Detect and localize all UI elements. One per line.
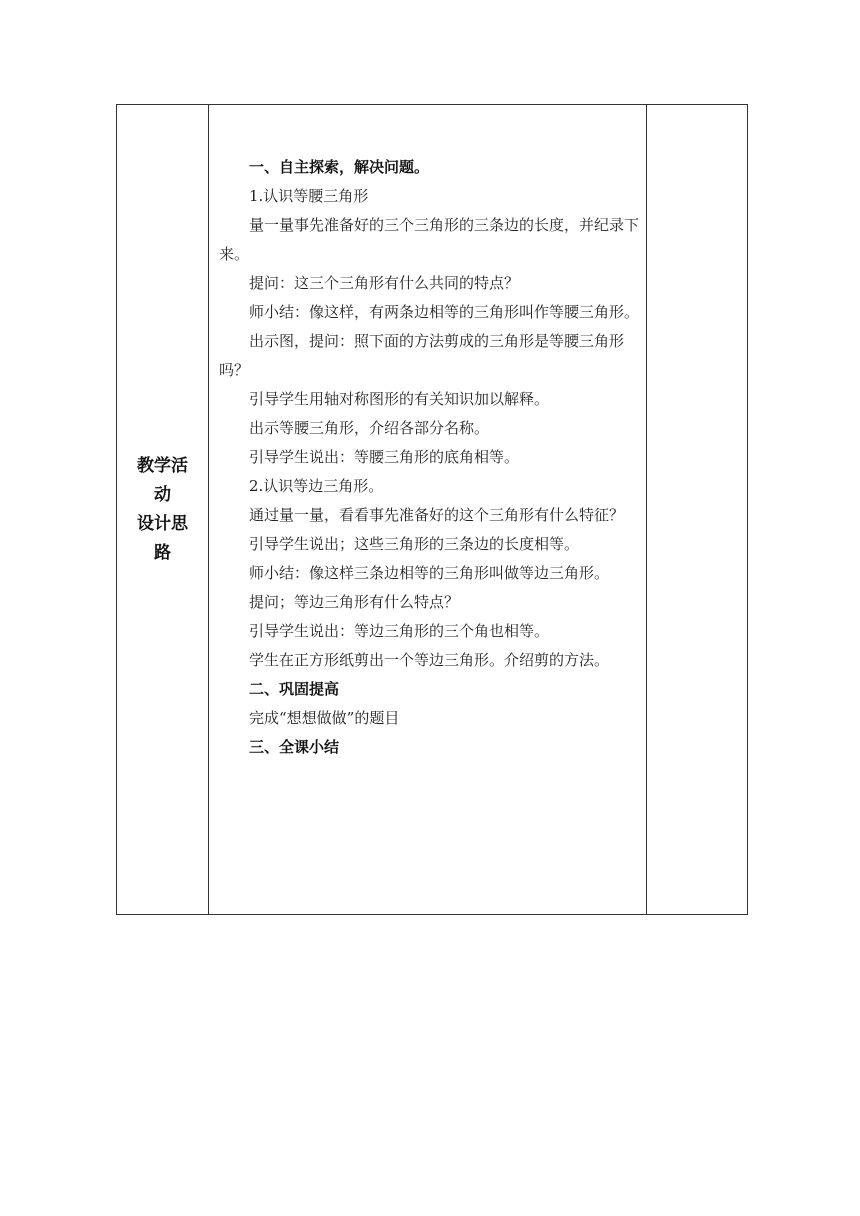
paragraph: 2.认识等边三角形。 — [249, 477, 384, 495]
paragraph: 出示图，提问：照下面的方法剪成的三角形是等腰三角形吗？ — [219, 332, 625, 379]
paragraph: 提问：这三个三角形有什么共同的特点？ — [249, 274, 520, 292]
paragraph: 量一量事先准备好的三个三角形的三条边的长度，并纪录下来。 — [219, 216, 640, 263]
section-label-cell — [117, 105, 209, 915]
paragraph: 师小结：像这样三条边相等的三角形叫做等边三角形。 — [249, 564, 610, 582]
notes-cell — [647, 105, 748, 915]
section-label-line: 教学活 — [137, 455, 188, 476]
section-heading: 三、全课小结 — [249, 738, 340, 756]
section-label — [117, 452, 208, 568]
paragraph: 引导学生用轴对称图形的有关知识加以解释。 — [249, 390, 550, 408]
section-heading: 二、巩固提高 — [249, 680, 340, 698]
paragraph: 师小结：像这样，有两条边相等的三角形叫作等腰三角形。 — [249, 303, 640, 321]
section-label-line: 路 — [154, 542, 171, 563]
paragraph: 引导学生说出：等边三角形的三个角也相等。 — [249, 622, 550, 640]
lesson-plan-table — [116, 104, 748, 915]
paragraph: 通过量一量，看看事先准备好的这个三角形有什么特征？ — [249, 506, 625, 524]
paragraph: 提问；等边三角形有什么特点？ — [249, 593, 460, 611]
paragraph: 1.认识等腰三角形 — [249, 187, 369, 205]
paragraph: 学生在正方形纸剪出一个等边三角形。介绍剪的方法。 — [249, 651, 610, 669]
paragraph: 完成“想想做做”的题目 — [249, 709, 400, 727]
section-label-line: 设计思 — [137, 513, 188, 534]
section-label-line: 动 — [154, 484, 171, 505]
content-cell — [209, 105, 647, 915]
content-body — [209, 105, 646, 762]
paragraph: 出示等腰三角形，介绍各部分名称。 — [249, 419, 490, 437]
paragraph: 引导学生说出：等腰三角形的底角相等。 — [249, 448, 520, 466]
table-row — [117, 105, 748, 915]
section-heading: 一、自主探索，解决问题。 — [249, 158, 430, 176]
paragraph: 引导学生说出；这些三角形的三条边的长度相等。 — [249, 535, 580, 553]
